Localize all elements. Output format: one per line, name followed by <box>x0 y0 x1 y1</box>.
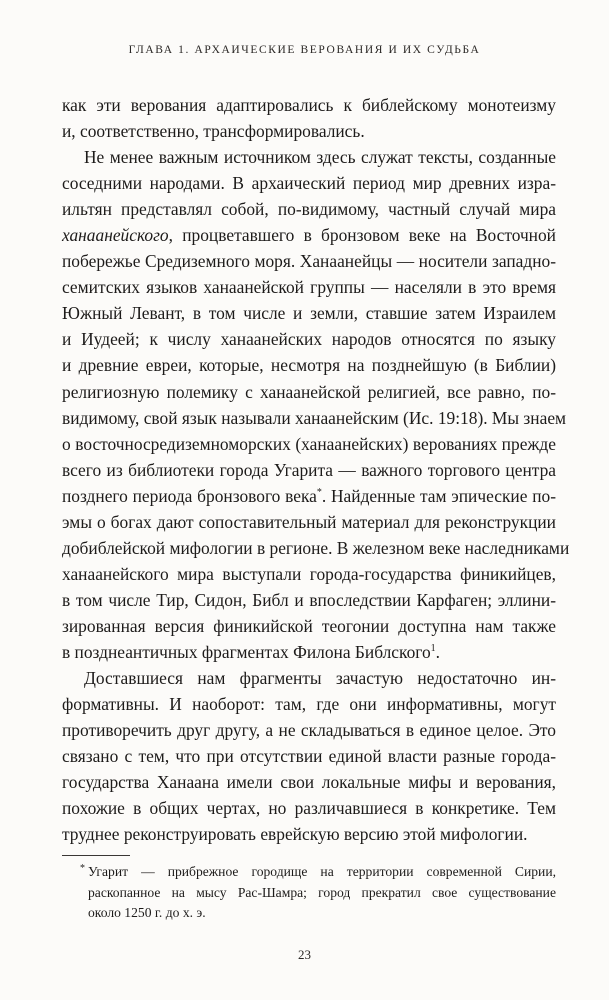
text-line: и Иудеей; к числу ханаанейских народов относятся по языку <box>62 329 556 350</box>
footnote-marker: * <box>80 863 85 874</box>
text-line: побережье Средиземного моря. Ханаанейцы — носители западно- <box>62 251 556 272</box>
text-line: труднее реконструировать еврейскую версию этой мифологии. <box>62 824 528 845</box>
text-line <box>62 639 556 665</box>
footnote <box>80 862 556 924</box>
text-line: о восточносредиземноморских (ханаанейских) верованиях прежде <box>62 433 556 454</box>
text-fragment: . <box>435 641 441 662</box>
footnote-line: около 1250 г. до х. э. <box>88 905 206 920</box>
endnote-ref-1[interactable]: 1 <box>430 643 436 655</box>
paragraph-fragments <box>62 665 556 847</box>
italic-term: ханаанейского <box>62 225 169 246</box>
text-fragment: . Найденные там эпические по- <box>321 485 556 506</box>
text-line: зированная версия финикийской теогонии доступна нам также <box>62 615 556 636</box>
text-fragment: позднего периода бронзового века <box>62 485 317 506</box>
text-line: ильтян представлял собой, по-видимому, частный случай мира <box>62 199 556 220</box>
footnote-line: Угарит — прибрежное городище на территории современной Сирии, <box>88 864 556 879</box>
text-line: в том числе Тир, Сидон, Библ и впоследствии Карфаген; эллини- <box>62 589 556 610</box>
text-line: как эти верования адаптировались к библейскому монотеизму <box>62 95 556 115</box>
text-line: всего из библиотеки города Угарита — важного торгового центра <box>62 459 556 480</box>
text-line: государства Ханаана имели свои локальные мифы и верования, <box>62 772 556 793</box>
footnote-divider <box>62 855 130 856</box>
paragraph-continuation <box>62 92 556 144</box>
text-line: формативны. И наоборот: там, где они информативны, могут <box>62 694 556 715</box>
text-line: эмы о богах дают сопоставительный материал для реконструкции <box>62 511 556 532</box>
text-line <box>62 222 556 248</box>
footnote-ref-asterisk[interactable]: * <box>316 486 322 498</box>
text-line: похожие в общих чертах, но различавшиеся в конкретике. Тем <box>62 798 556 819</box>
text-line: Южный Левант, в том числе и земли, ставшие затем Израилем <box>62 303 556 324</box>
text-line: Доставшиеся нам фрагменты зачастую недостаточно ин- <box>84 668 556 689</box>
text-line <box>62 483 556 509</box>
text-line: ханаанейского мира выступали города-государства финикийцев, <box>62 563 556 584</box>
text-line: религиозную полемику с ханаанейской религией, все равно, по- <box>62 381 556 402</box>
page-number: 23 <box>298 947 311 962</box>
text-line: семитских языков ханаанейской группы — населяли в это время <box>62 277 556 298</box>
text-line: связано с тем, что при отсутствии единой власти разные города- <box>62 746 556 767</box>
text-line: и, соответственно, трансформировались. <box>62 121 365 142</box>
running-head: ГЛАВА 1. АРХАИЧЕСКИЕ ВЕРОВАНИЯ И ИХ СУДЬБА <box>128 44 481 56</box>
text-line: противоречить друг другу, а не складываться в единое целое. Это <box>62 720 556 741</box>
text-line: видимому, свой язык называли ханаанейским (Ис. 19:18). Мы знаем <box>62 407 567 428</box>
body-text <box>62 92 570 847</box>
text-line: добиблейской мифологии в регионе. В железном веке наследниками <box>62 537 570 558</box>
footnote-line: раскопанное на мысу Рас-Шамра; город прекратил свое существование <box>88 884 556 900</box>
text-line: и древние евреи, которые, несмотря на позднейшую (в Библии) <box>62 355 556 376</box>
text-fragment: , процветавшего в бронзовом веке на Восточной <box>168 225 556 246</box>
text-line: Не менее важным источником здесь служат тексты, созданные <box>84 147 556 168</box>
text-line: соседними народами. В архаический период мир древних изра- <box>62 173 556 194</box>
text-fragment: в позднеантичных фрагментах Филона Библского <box>62 641 431 662</box>
paragraph-sources <box>62 144 570 665</box>
